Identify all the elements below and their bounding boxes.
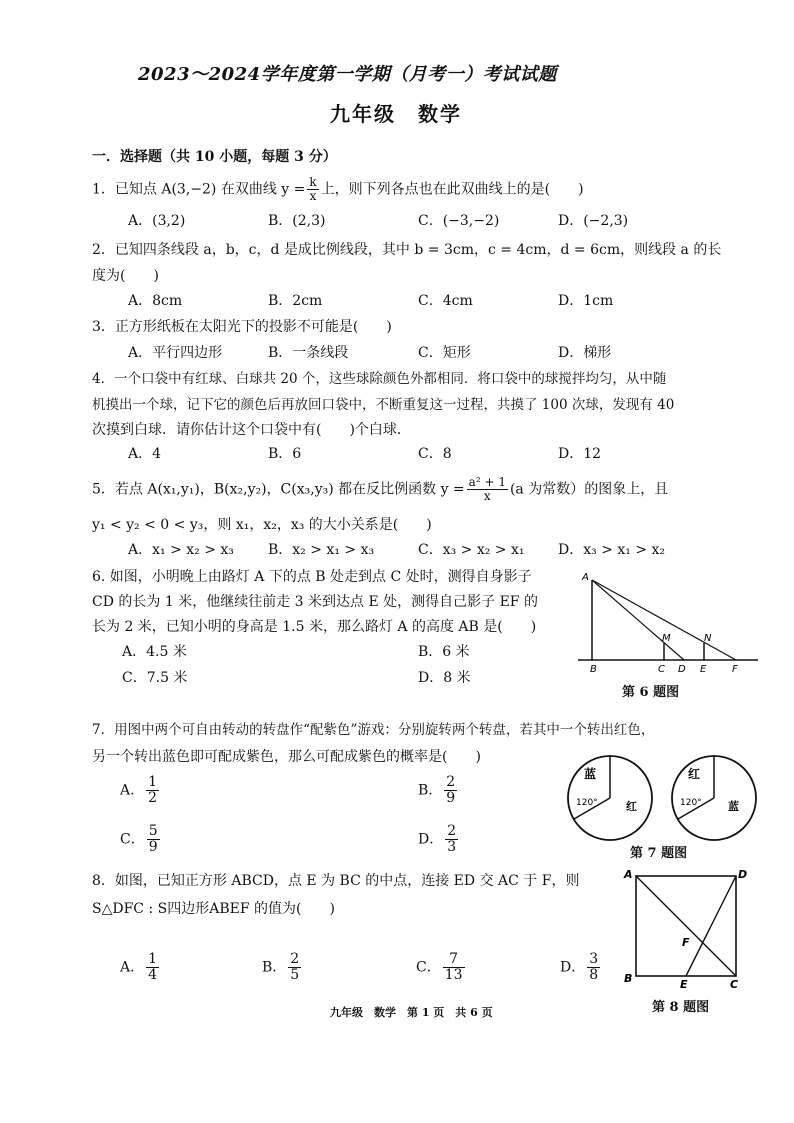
q4-option-b: B．6 — [268, 446, 302, 462]
question-2-line1: 2．已知四条线段 a，b，c，d 是成比例线段，其中 b = 3cm，c = 4cm，d = 6cm，则线段 a 的长 — [92, 242, 722, 258]
q1-option-a: A．(3,2) — [128, 213, 186, 229]
question-8-line1: 8．如图，已知正方形 ABCD，点 E 为 BC 的中点，连接 ED 交 AC 于 F，则 — [92, 873, 580, 889]
q1-option-c: C．(−3,−2) — [418, 213, 500, 229]
q4-option-c: C．8 — [418, 446, 452, 462]
diagonal-ac — [636, 876, 736, 976]
q2-option-b: B．2cm — [268, 293, 323, 309]
q3-option-b: B．一条线段 — [268, 345, 349, 361]
question-2-line2: 度为( ) — [92, 268, 159, 284]
q7-option-c: C． $\frac{5}{9}$ — [120, 823, 158, 855]
page-footer: 九年级 数学 第 1 页 共 6 页 — [330, 1006, 493, 1019]
wheel1-angle: 120° — [576, 798, 598, 808]
label-a: A — [582, 572, 589, 583]
q5-option-d: D．x₃ > x₁ > x₂ — [558, 542, 666, 558]
q7-option-a: A． $\frac{1}{2}$ — [120, 774, 158, 806]
section-heading: 一．选择题（共 10 小题，每题 3 分） — [92, 149, 337, 165]
question-4-line2: 机摸出一个球，记下它的颜色后再放回口袋中，不断重复这一过程，共摸了 100 次球，发现有 40 — [92, 397, 675, 413]
label-b: B — [624, 972, 633, 985]
question-6-line1: 6. 如图，小明晚上由路灯 A 下的点 B 处走到点 C 处时，测得自身影子 — [92, 569, 532, 585]
page-subtitle: 九年级 数学 — [330, 102, 462, 126]
q6-option-d: D．8 米 — [418, 670, 471, 686]
question-4-line1: 4．一个口袋中有红球、白球共 20 个，这些球除颜色外都相同．将口袋中的球搅拌均匀，从中随 — [92, 371, 667, 387]
q8-caption: 第 8 题图 — [652, 1000, 710, 1015]
label-c: C — [658, 664, 665, 675]
question-6-line2: CD 的长为 1 米，他继续往前走 3 米到达点 E 处，测得自己影子 EF 的 — [92, 594, 538, 610]
q7-option-b: B． $\frac{2}{9}$ — [418, 774, 456, 806]
q3-option-d: D．梯形 — [558, 345, 612, 361]
question-6-line3: 长为 2 米，已知小明的身高是 1.5 米，那么路灯 A 的高度 AB 是( ) — [92, 619, 537, 635]
label-n: N — [704, 633, 712, 644]
q7-option-d: D． $\frac{2}{3}$ — [418, 823, 457, 855]
fraction: $\frac{2}{9}$ — [446, 774, 456, 806]
q5-option-a: A．x₁ > x₂ > x₃ — [128, 542, 234, 558]
page-title: 2023～2024学年度第一学期（月考一）考试试题 — [138, 64, 557, 85]
fraction: $\frac{k}{x}$ — [309, 175, 317, 203]
segment-ed — [686, 876, 736, 976]
label-a: A — [624, 868, 633, 881]
q7-caption: 第 7 题图 — [630, 846, 688, 861]
label-m: M — [662, 633, 671, 644]
q2-option-c: C．4cm — [418, 293, 473, 309]
question-5-line2: y₁ < y₂ < 0 < y₃，则 x₁，x₂，x₃ 的大小关系是( ) — [92, 517, 432, 533]
label-d: D — [738, 868, 748, 881]
question-7-line1: 7．用图中两个可自由转动的转盘作“配紫色”游戏：分别旋转两个转盘，若其中一个转出红色， — [92, 722, 655, 738]
label-b: B — [590, 664, 597, 675]
wheel1-big-label: 蓝 — [584, 767, 597, 781]
question-5-stem: 5．若点 A(x₁,y₁)，B(x₂,y₂)，C(x₃,y₃) 都在反比例函数 y = $\frac{\text{a² + 1}}{x}$ (a 为常数）的图象上，且 — [92, 475, 669, 503]
q4-option-a: A．4 — [128, 446, 162, 462]
q8-figure — [620, 864, 750, 990]
q6-option-c: C．7.5 米 — [122, 670, 188, 686]
q3-option-c: C．矩形 — [418, 345, 471, 361]
label-f: F — [682, 936, 690, 949]
q8-option-a: A． $\frac{1}{4}$ — [120, 951, 158, 983]
q6-option-a: A．4.5 米 — [122, 644, 187, 660]
wheel1-small-label: 红 — [626, 800, 637, 813]
wheel2-angle: 120° — [680, 798, 702, 808]
fraction: $\frac{2}{3}$ — [447, 823, 457, 855]
label-c: C — [730, 978, 739, 990]
q5-option-c: C．x₃ > x₂ > x₁ — [418, 542, 525, 558]
q8-option-c: C． $\frac{7}{13}$ — [416, 951, 463, 983]
q6-option-b: B．6 米 — [418, 644, 470, 660]
q8-option-b: B． $\frac{2}{5}$ — [262, 951, 300, 983]
fraction: $\frac{2}{5}$ — [290, 951, 300, 983]
label-e: E — [700, 664, 707, 675]
q4-option-d: D．12 — [558, 446, 602, 462]
fraction: $\frac{3}{8}$ — [589, 951, 599, 983]
wheel2-small-label: 蓝 — [728, 800, 739, 813]
q8-option-d: D． $\frac{3}{8}$ — [560, 951, 599, 983]
q7-figure — [562, 752, 762, 844]
question-1-stem: 1．已知点 A(3,−2) 在双曲线 y = $\frac{k}{x}$ 上，则下列各点也在此双曲线上的是( ) — [92, 175, 584, 203]
fraction: $\frac{1}{2}$ — [148, 774, 158, 806]
question-3-stem: 3．正方形纸板在太阳光下的投影不可能是( ) — [92, 319, 392, 335]
q5-option-b: B．x₂ > x₁ > x₃ — [268, 542, 375, 558]
fraction: $\frac{1}{4}$ — [148, 951, 158, 983]
q2-option-a: A．8cm — [128, 293, 183, 309]
light-ray-1 — [592, 580, 684, 660]
q1-option-b: B．(2,3) — [268, 213, 326, 229]
q2-option-d: D．1cm — [558, 293, 614, 309]
wheel2-big-label: 红 — [688, 767, 701, 781]
fraction: $\frac{5}{9}$ — [148, 823, 158, 855]
q6-figure — [574, 566, 762, 678]
question-8-line2: S△DFC : S四边形ABEF 的值为( ) — [92, 901, 335, 917]
question-4-line3: 次摸到白球．请你估计这个口袋中有( )个白球． — [92, 422, 411, 438]
label-d: D — [678, 664, 686, 675]
label-f: F — [732, 664, 738, 675]
fraction: $\frac{\text{a² + 1}}{x}$ — [468, 475, 506, 503]
q1-option-d: D．(−2,3) — [558, 213, 629, 229]
q6-caption: 第 6 题图 — [622, 685, 680, 700]
q3-option-a: A．平行四边形 — [128, 345, 223, 361]
question-7-line2: 另一个转出蓝色即可配成紫色，那么可配成紫色的概率是( ) — [92, 749, 481, 765]
label-e: E — [680, 978, 688, 990]
fraction: $\frac{7}{13}$ — [444, 951, 463, 983]
